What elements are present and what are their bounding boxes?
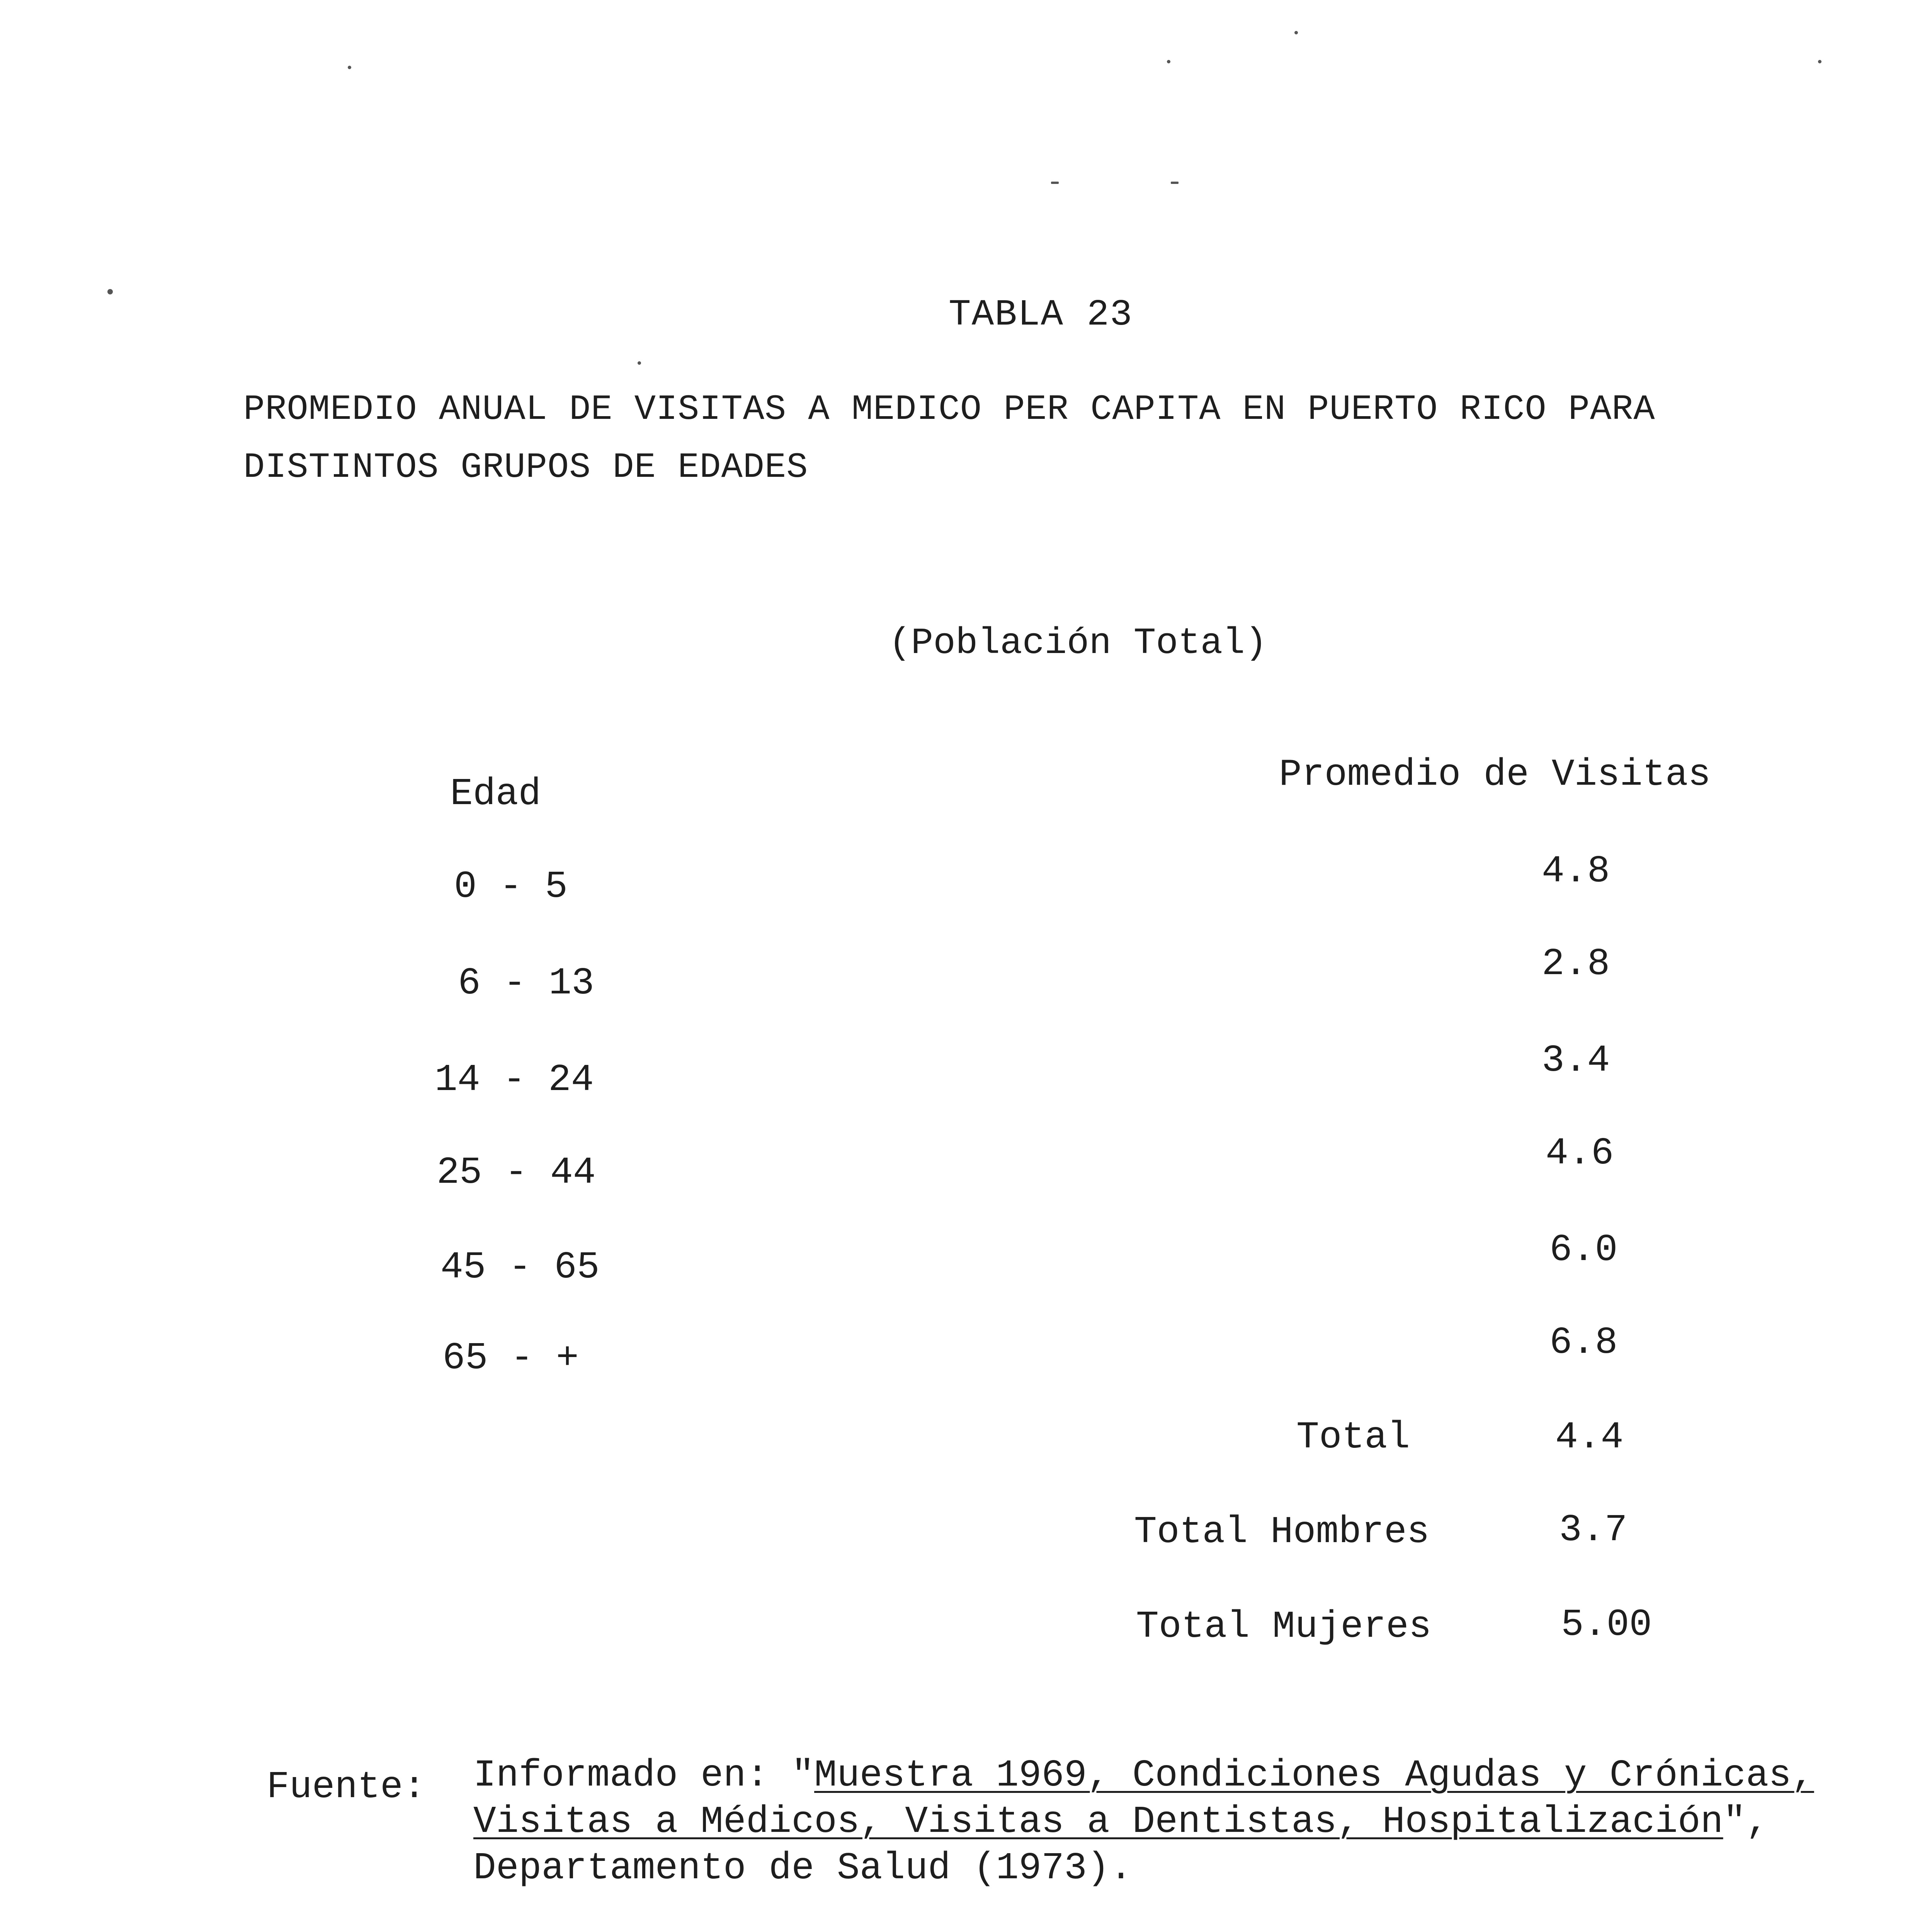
- scan-speck: [107, 289, 113, 294]
- row-age-25-44: 25 - 44: [437, 1151, 596, 1194]
- row-age-65-plus: 65 - +: [442, 1337, 579, 1380]
- source-suffix: ",: [1723, 1801, 1769, 1844]
- row-value-14-24: 3.4: [1542, 1039, 1610, 1082]
- source-label: Fuente:: [267, 1766, 426, 1809]
- row-age-45-65: 45 - 65: [440, 1246, 600, 1289]
- source-line-1: [473, 1754, 1814, 1797]
- scan-speck: [1167, 60, 1170, 63]
- scan-speck: [1818, 60, 1821, 63]
- total-women-label: Total Mujeres: [1136, 1605, 1432, 1648]
- row-age-6-13: 6 - 13: [458, 962, 594, 1005]
- source-title-part-2: Visitas a Médicos, Visitas a Dentistas, Hospitalización: [473, 1801, 1723, 1844]
- scan-speck: [348, 66, 351, 69]
- source-line-3: Departamento de Salud (1973).: [473, 1847, 1133, 1890]
- source-title-part-1: Muestra 1969, Condiciones Agudas y Crónicas,: [814, 1754, 1814, 1797]
- scan-speck: [638, 361, 641, 365]
- row-value-45-65: 6.0: [1549, 1229, 1618, 1272]
- column-header-visits: Promedio de Visitas: [1279, 753, 1711, 796]
- scan-speck: [1294, 31, 1298, 34]
- source-prefix: Informado en: ": [473, 1754, 815, 1797]
- total-men-value: 3.7: [1559, 1509, 1628, 1552]
- table-heading-line-2: DISTINTOS GRUPOS DE EDADES: [243, 447, 808, 488]
- row-age-14-24: 14 - 24: [435, 1059, 594, 1102]
- source-line-2: [473, 1801, 1769, 1844]
- table-subtitle: (Población Total): [889, 622, 1267, 664]
- total-label: Total: [1296, 1416, 1410, 1459]
- row-value-65-plus: 6.8: [1549, 1321, 1618, 1364]
- row-value-25-44: 4.6: [1546, 1132, 1614, 1175]
- total-women-value: 5.00: [1561, 1604, 1652, 1646]
- scan-speck: [1051, 182, 1059, 184]
- total-value: 4.4: [1555, 1416, 1624, 1459]
- table-title: TABLA 23: [949, 294, 1133, 336]
- scan-speck: [1171, 182, 1179, 184]
- total-men-label: Total Hombres: [1134, 1511, 1430, 1554]
- table-heading-line-1: PROMEDIO ANUAL DE VISITAS A MEDICO PER CAPITA EN PUERTO RICO PARA: [243, 389, 1655, 430]
- row-value-0-5: 4.8: [1542, 850, 1610, 893]
- row-value-6-13: 2.8: [1542, 943, 1610, 986]
- column-header-age: Edad: [450, 773, 541, 816]
- row-age-0-5: 0 - 5: [454, 866, 568, 908]
